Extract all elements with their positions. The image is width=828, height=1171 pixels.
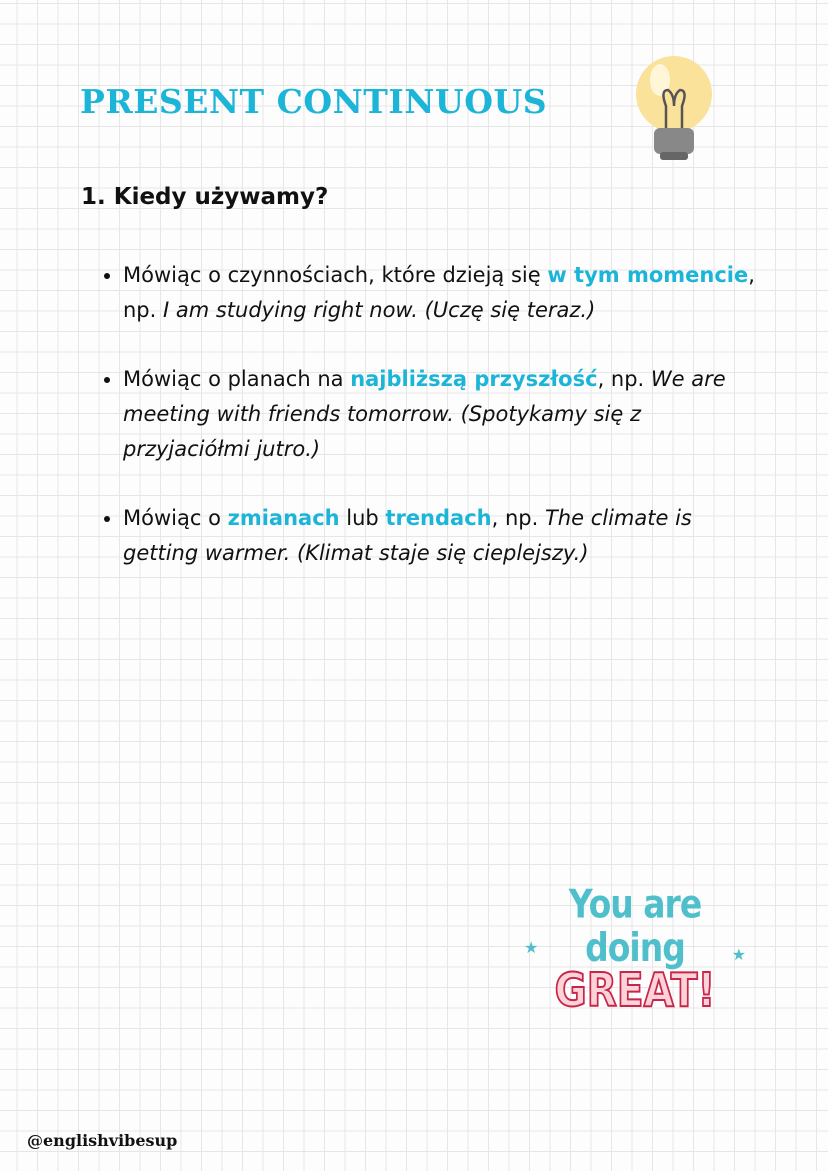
bullet-text: Mówiąc o planach na (123, 367, 351, 391)
bullet-text: , np. (491, 506, 545, 530)
bullet-text: , np. (123, 263, 755, 322)
star-icon: ★ (524, 938, 539, 957)
bullet-text: Mówiąc o (123, 506, 228, 530)
example: The climate is getting warmer. (Klimat staje się cieplejszy.) (123, 506, 692, 565)
motivation-sticker (520, 880, 750, 1017)
bullet-text: Mówiąc o czynnościach, które dzieją się (123, 263, 548, 287)
example: I am studying right now. (Uczę się teraz.) (163, 298, 596, 322)
bullet-text: , np. (597, 367, 651, 391)
list-item (123, 501, 763, 571)
lightbulb-icon (630, 50, 720, 169)
sticker-line1: You are doing (568, 880, 702, 971)
bullet-text: lub (339, 506, 386, 530)
list-item (123, 258, 763, 328)
usage-list (80, 258, 763, 605)
highlight: zmianach (227, 506, 340, 530)
list-item (123, 362, 763, 467)
highlight: trendach (385, 506, 492, 530)
sticker-line2: GREAT! (554, 963, 716, 1017)
page-title: PRESENT CONTINUOUS (80, 82, 548, 121)
example: We are meeting with friends tomorrow. (Spotykamy się z przyjaciółmi jutro.) (123, 367, 726, 461)
star-icon: ★ (731, 945, 746, 964)
highlight: w tym momencie (547, 263, 749, 287)
section-heading: 1. Kiedy używamy? (81, 184, 329, 210)
author-handle: @englishvibesup (27, 1131, 178, 1150)
highlight: najbliższą przyszłość (350, 367, 598, 391)
